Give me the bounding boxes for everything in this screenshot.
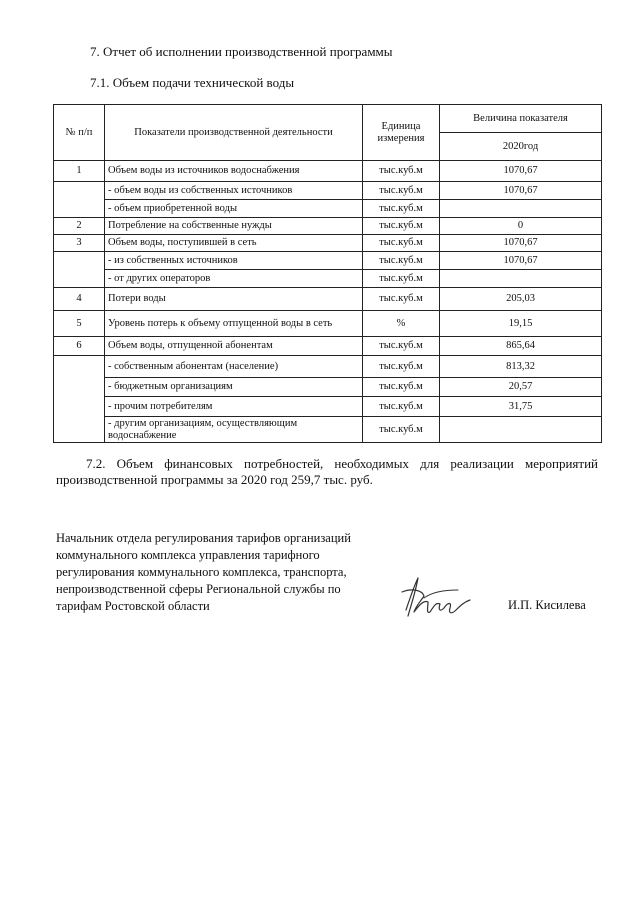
row-num: 4	[54, 288, 105, 311]
row-unit: тыс.куб.м	[363, 288, 440, 311]
row-name: - от других операторов	[105, 270, 363, 288]
row-unit: тыс.куб.м	[363, 337, 440, 356]
row-value	[440, 417, 602, 443]
row-name: Уровень потерь к объему отпущенной воды в сеть	[105, 311, 363, 337]
table-row	[54, 182, 602, 200]
row-unit: тыс.куб.м	[363, 182, 440, 200]
row-num	[54, 182, 105, 218]
row-num: 6	[54, 337, 105, 356]
signer-name: И.П. Кисилева	[508, 598, 586, 612]
subsection-title: 7.1. Объем подачи технической воды	[90, 75, 295, 90]
row-name: Объем воды из источников водоснабжения	[105, 161, 363, 182]
table-row	[54, 378, 602, 397]
row-num	[54, 252, 105, 288]
row-unit: %	[363, 311, 440, 337]
handwritten-signature	[398, 572, 476, 624]
row-name: - объем воды из собственных источников	[105, 182, 363, 200]
row-num: 1	[54, 161, 105, 182]
row-name: - собственным абонентам (население)	[105, 356, 363, 378]
table-row	[54, 356, 602, 378]
row-unit: тыс.куб.м	[363, 356, 440, 378]
water-supply-table	[53, 104, 602, 443]
row-name: - прочим потребителям	[105, 397, 363, 417]
financial-needs-paragraph: 7.2. Объем финансовых потребностей, необходимых для реализации мероприятий производственной программы за 2020 год 259,7 тыс. руб.	[56, 456, 598, 487]
table-row	[54, 161, 602, 182]
signer-position: Начальник отдела регулирования тарифов организаций коммунального комплекса управления тарифного регулирования коммунального комплекса, транспорта, непроизводственной сферы Региональной службы по тарифам Ростовской области	[56, 531, 351, 613]
row-value: 0	[440, 218, 602, 235]
row-unit: тыс.куб.м	[363, 270, 440, 288]
row-value: 813,32	[440, 356, 602, 378]
row-unit: тыс.куб.м	[363, 252, 440, 270]
table-row	[54, 235, 602, 252]
header-num: № п/п	[54, 105, 105, 161]
table-row	[54, 311, 602, 337]
row-num: 5	[54, 311, 105, 337]
row-unit: тыс.куб.м	[363, 218, 440, 235]
section-title: 7. Отчет об исполнении производственной программы	[90, 44, 393, 59]
row-name: Объем воды, отпущенной абонентам	[105, 337, 363, 356]
row-num	[54, 356, 105, 443]
row-value	[440, 200, 602, 218]
row-unit: тыс.куб.м	[363, 417, 440, 443]
row-unit: тыс.куб.м	[363, 378, 440, 397]
row-value: 865,64	[440, 337, 602, 356]
row-name: - бюджетным организациям	[105, 378, 363, 397]
row-name: Потребление на собственные нужды	[105, 218, 363, 235]
header-value: Величина показателя	[440, 105, 602, 133]
row-num: 2	[54, 218, 105, 235]
table-row	[54, 200, 602, 218]
row-unit: тыс.куб.м	[363, 200, 440, 218]
table-row	[54, 270, 602, 288]
row-unit: тыс.куб.м	[363, 235, 440, 252]
header-year: 2020год	[440, 133, 602, 161]
table-row	[54, 252, 602, 270]
row-value: 1070,67	[440, 235, 602, 252]
row-value: 19,15	[440, 311, 602, 337]
row-unit: тыс.куб.м	[363, 161, 440, 182]
header-unit: Единица измерения	[363, 105, 440, 161]
row-value: 20,57	[440, 378, 602, 397]
row-name: - объем приобретенной воды	[105, 200, 363, 218]
row-unit: тыс.куб.м	[363, 397, 440, 417]
table-row	[54, 397, 602, 417]
row-value: 205,03	[440, 288, 602, 311]
table-row	[54, 417, 602, 443]
row-num: 3	[54, 235, 105, 252]
row-value: 31,75	[440, 397, 602, 417]
table-row	[54, 337, 602, 356]
row-value: 1070,67	[440, 182, 602, 200]
table-row	[54, 218, 602, 235]
table-row	[54, 288, 602, 311]
row-name: - из собственных источников	[105, 252, 363, 270]
row-value	[440, 270, 602, 288]
row-value: 1070,67	[440, 252, 602, 270]
row-value: 1070,67	[440, 161, 602, 182]
row-name: Потери воды	[105, 288, 363, 311]
header-indicator: Показатели производственной деятельности	[105, 105, 363, 161]
row-name: Объем воды, поступившей в сеть	[105, 235, 363, 252]
row-name: - другим организациям, осуществляющим водоснабжение	[105, 417, 363, 443]
